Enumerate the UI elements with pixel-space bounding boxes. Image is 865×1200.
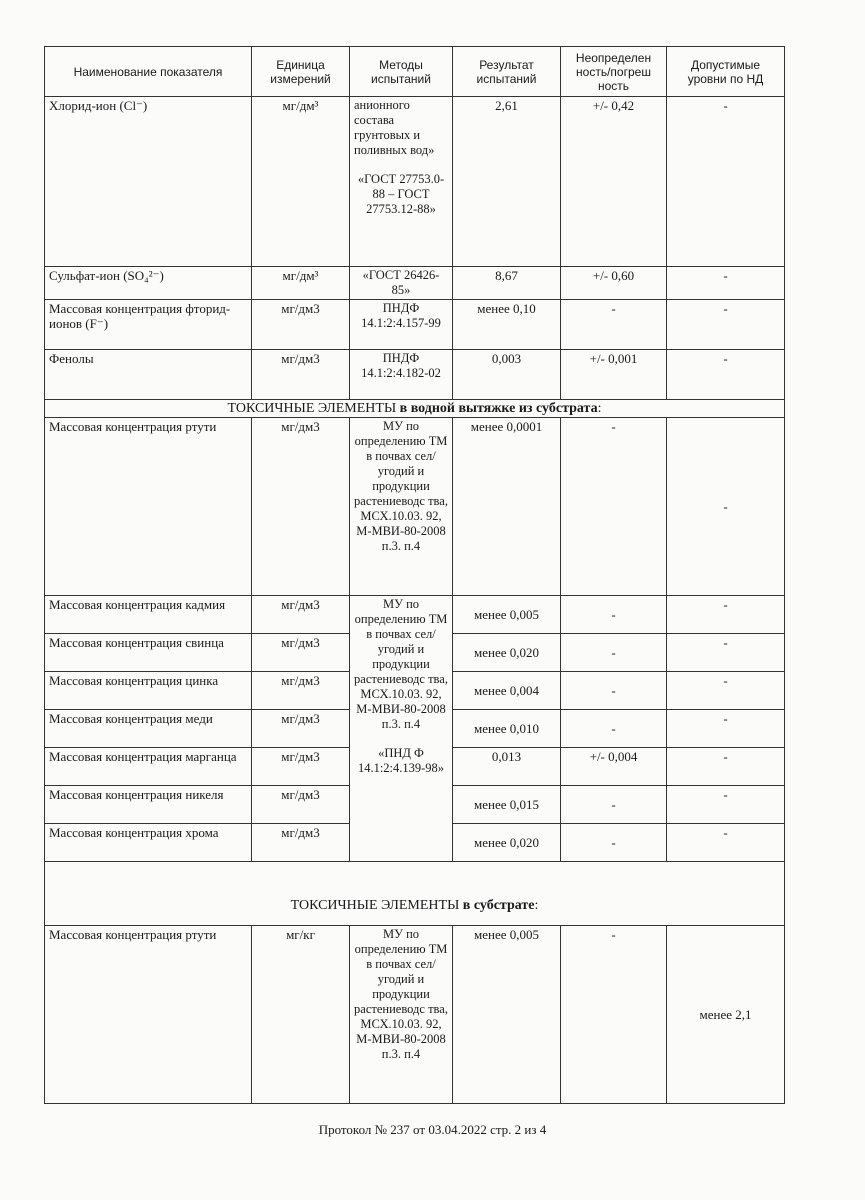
cell-name: Массовая концентрация ртути <box>45 926 252 1104</box>
cell-uncertainty: - <box>561 710 667 748</box>
cell-name: Сульфат-ион (SO₄²⁻) <box>45 267 252 300</box>
cell-method: МУ по определению ТМ в почвах сел/угодий и продукции растениеводс тва, МСХ.10.03. 92, М-МВИ-80-2008 п.3. п.4 <box>350 418 453 596</box>
section-title-bold: в водной вытяжке из субстрата <box>399 401 598 416</box>
cell-uncertainty: +/- 0,001 <box>561 350 667 400</box>
cell-unit: мг/дм3 <box>252 596 350 634</box>
header-name: Наименование показателя <box>45 47 252 97</box>
cell-name: Массовая концентрация хрома <box>45 824 252 862</box>
table-row <box>45 596 785 634</box>
section-title-bold: в субстрате <box>462 898 535 913</box>
cell-uncertainty: +/- 0,004 <box>561 748 667 786</box>
cell-unit: мг/дм3 <box>252 786 350 824</box>
cell-allowed: - <box>667 824 785 862</box>
cell-result: менее 0,020 <box>453 824 561 862</box>
cell-allowed: - <box>667 350 785 400</box>
section-title <box>45 862 785 926</box>
cell-result: менее 0,015 <box>453 786 561 824</box>
section-title-prefix: ТОКСИЧНЫЕ ЭЛЕМЕНТЫ <box>227 401 400 416</box>
header-uncertainty: Неопределен ность/погреш ность <box>561 47 667 97</box>
cell-unit: мг/дм3 <box>252 748 350 786</box>
section-title-prefix: ТОКСИЧНЫЕ ЭЛЕМЕНТЫ <box>290 898 463 913</box>
cell-name: Хлорид-ион (Cl⁻) <box>45 97 252 267</box>
cell-unit: мг/кг <box>252 926 350 1104</box>
cell-result: 2,61 <box>453 97 561 267</box>
cell-name: Массовая концентрация кадмия <box>45 596 252 634</box>
cell-uncertainty: - <box>561 634 667 672</box>
cell-uncertainty: - <box>561 596 667 634</box>
cell-method: «ГОСТ 26426-85» <box>350 267 453 300</box>
cell-result: менее 0,0001 <box>453 418 561 596</box>
cell-result: менее 0,10 <box>453 300 561 350</box>
cell-result: менее 0,005 <box>453 596 561 634</box>
cell-uncertainty: - <box>561 786 667 824</box>
cell-uncertainty: - <box>561 672 667 710</box>
cell-name: Массовая концентрация марганца <box>45 748 252 786</box>
cell-result: менее 0,004 <box>453 672 561 710</box>
cell-method <box>350 97 453 267</box>
cell-name: Массовая концентрация меди <box>45 710 252 748</box>
section-row <box>45 862 785 926</box>
table-row <box>45 418 785 596</box>
table-row <box>45 350 785 400</box>
method-part-a: анионного состава грунтовых и поливных вод» <box>354 98 435 157</box>
header-result: Результат испытаний <box>453 47 561 97</box>
section-row <box>45 400 785 418</box>
cell-unit: мг/дм3 <box>252 418 350 596</box>
cell-name: Массовая концентрация фторид-ионов (F⁻) <box>45 300 252 350</box>
method-part-b: «ГОСТ 27753.0-88 – ГОСТ 27753.12-88» <box>357 172 445 216</box>
cell-method: МУ по определению ТМ в почвах сел/угодий и продукции растениеводс тва, МСХ.10.03. 92, М-МВИ-80-2008 п.3. п.4 <box>350 926 453 1104</box>
cell-name: Массовая концентрация свинца <box>45 634 252 672</box>
cell-uncertainty: - <box>561 824 667 862</box>
table-row <box>45 267 785 300</box>
cell-allowed: - <box>667 748 785 786</box>
cell-result: менее 0,005 <box>453 926 561 1104</box>
cell-name: Фенолы <box>45 350 252 400</box>
section-title <box>45 400 785 418</box>
cell-unit: мг/дм³ <box>252 97 350 267</box>
table-row <box>45 97 785 267</box>
cell-uncertainty: - <box>561 926 667 1104</box>
cell-allowed: - <box>667 634 785 672</box>
cell-uncertainty: +/- 0,42 <box>561 97 667 267</box>
header-method: Методы испытаний <box>350 47 453 97</box>
cell-unit: мг/дм3 <box>252 824 350 862</box>
cell-unit: мг/дм³ <box>252 267 350 300</box>
cell-allowed: - <box>667 786 785 824</box>
cell-name: Массовая концентрация никеля <box>45 786 252 824</box>
cell-allowed: - <box>667 596 785 634</box>
cell-allowed: - <box>667 300 785 350</box>
group-method-a: МУ по определению ТМ в почвах сел/угодий и продукции растениеводс тва, МСХ.10.03. 92, М-МВИ-80-2008 п.3. п.4 <box>354 597 448 731</box>
cell-unit: мг/дм3 <box>252 300 350 350</box>
header-allowed: Допустимые уровни по НД <box>667 47 785 97</box>
section-title-suffix: : <box>534 898 539 913</box>
cell-unit: мг/дм3 <box>252 710 350 748</box>
cell-unit: мг/дм3 <box>252 634 350 672</box>
cell-unit: мг/дм3 <box>252 672 350 710</box>
cell-method: ПНДФ 14.1:2:4.182-02 <box>350 350 453 400</box>
cell-allowed: - <box>667 97 785 267</box>
header-row <box>45 47 785 97</box>
cell-method: ПНДФ 14.1:2:4.157-99 <box>350 300 453 350</box>
cell-method-group <box>350 596 453 862</box>
cell-result: менее 0,010 <box>453 710 561 748</box>
cell-name: Массовая концентрация цинка <box>45 672 252 710</box>
cell-unit: мг/дм3 <box>252 350 350 400</box>
table-row <box>45 926 785 1104</box>
cell-result: менее 0,020 <box>453 634 561 672</box>
header-unit: Единица измерений <box>252 47 350 97</box>
cell-name: Массовая концентрация ртути <box>45 418 252 596</box>
section-title-suffix: : <box>597 401 602 416</box>
cell-uncertainty: +/- 0,60 <box>561 267 667 300</box>
cell-result: 8,67 <box>453 267 561 300</box>
cell-allowed: - <box>667 710 785 748</box>
cell-allowed: - <box>667 267 785 300</box>
cell-allowed: - <box>667 418 785 596</box>
group-method-b: «ПНД Ф 14.1:2:4.139-98» <box>357 746 445 775</box>
results-table <box>44 46 785 1104</box>
cell-result: 0,003 <box>453 350 561 400</box>
page-footer: Протокол № 237 от 03.04.2022 стр. 2 из 4 <box>318 1122 547 1137</box>
table-row <box>45 300 785 350</box>
cell-allowed: - <box>667 672 785 710</box>
cell-allowed: менее 2,1 <box>667 926 785 1104</box>
cell-uncertainty: - <box>561 300 667 350</box>
cell-result: 0,013 <box>453 748 561 786</box>
cell-uncertainty: - <box>561 418 667 596</box>
